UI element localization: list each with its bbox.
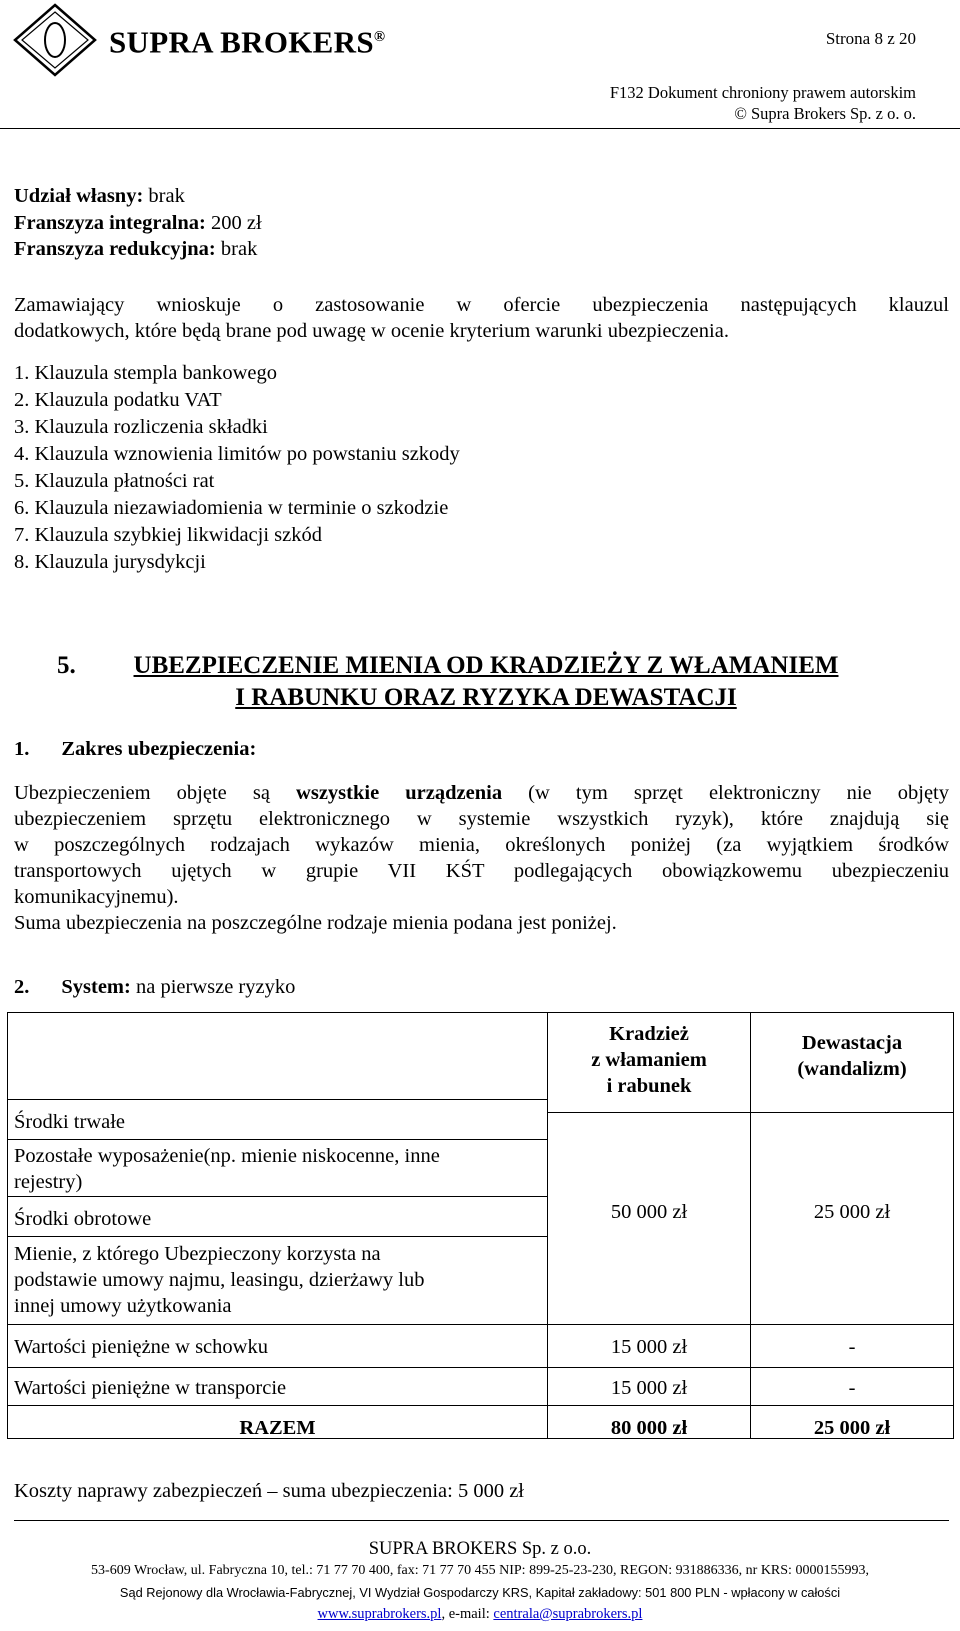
footer-contact: www.suprabrokers.pl, e-mail: centrala@suprabrokers.pl xyxy=(317,1606,643,1622)
table-header-burglary: Kradzież z włamaniem i rabunek xyxy=(591,1023,707,1097)
table-cell-value: 15 000 zł xyxy=(610,1377,688,1399)
table-row-label: Środki trwałe xyxy=(14,1111,126,1133)
footer-company: SUPRA BROKERS Sp. z o.o. xyxy=(368,1539,592,1559)
scope-paragraph: Ubezpieczeniem objęte są wszystkie urządzenia (w tym sprzęt elektroniczny nie objęty ubezpieczeniem sprzętu elektronicznego w systemie wszystkich ryzyk), które znajdują się w poszczególnych rodzajach wykazów mienia, określonych poniżej (za wyjątkiem środków transportowych ujętych w grupie VII KŚT podlegających obowiązkowemu ubezpieczeniu komunikacyjnemu). Suma ubezpieczenia na poszczególne rodzaje mienia podana jest poniżej. xyxy=(14,782,949,934)
page-number: Strona 8 z 20 xyxy=(825,29,916,48)
table-cell-value: 25 000 zł xyxy=(813,1201,891,1223)
table-row-label: Mienie, z którego Ubezpieczony korzysta na podstawie umowy najmu, leasingu, dzierżawy lub innej umowy użytkowania xyxy=(14,1243,425,1317)
footer-divider xyxy=(14,1520,949,1521)
email-link[interactable]: centrala@suprabrokers.pl xyxy=(493,1606,643,1622)
footer-court: Sąd Rejonowy dla Wrocławia-Fabrycznej, VI Wydział Gospodarczy KRS, Kapitał zakładowy: 501 800 PLN - wpłacony w całości xyxy=(119,1585,841,1600)
company-name: SUPRA BROKERS® xyxy=(109,24,386,60)
copyright-notice: F132 Dokument chroniony prawem autorskim © Supra Brokers Sp. z o. o. xyxy=(609,83,916,123)
table-row-label: Pozostałe wyposażenie(np. mienie niskocenne, inne rejestry) xyxy=(14,1145,440,1193)
table-cell-value: 50 000 zł xyxy=(610,1201,688,1223)
company-logo xyxy=(12,2,98,78)
franchise-block: Udział własny: brak Franszyza integralna: 200 zł Franszyza redukcyjna: brak xyxy=(14,185,262,260)
list-item: 3. Klauzula rozliczenia składki xyxy=(14,416,268,438)
system-line: 2. System: na pierwsze ryzyko xyxy=(14,976,296,998)
website-link[interactable]: www.suprabrokers.pl xyxy=(317,1606,442,1622)
clauses-list xyxy=(14,360,460,576)
list-item: 7. Klauzula szybkiej likwidacji szkód xyxy=(14,524,322,546)
table-header-vandalism: Dewastacja (wandalizm) xyxy=(797,1032,907,1080)
footer-address: 53-609 Wrocław, ul. Fabryczna 10, tel.: 71 77 70 400, fax: 71 77 70 455 NIP: 899-25-23-230, REGON: 931886336, nr KRS: 0000155993, xyxy=(91,1563,869,1578)
table-total-value: 80 000 zł xyxy=(610,1417,688,1439)
costs-line: Koszty naprawy zabezpieczeń – suma ubezpieczenia: 5 000 zł xyxy=(14,1480,524,1502)
section-title: UBEZPIECZENIE MIENIA OD KRADZIEŻY Z WŁAMANIEM I RABUNKU ORAZ RYZYKA DEWASTACJI xyxy=(133,652,839,711)
table-cell-value: - xyxy=(848,1336,856,1358)
header-divider xyxy=(0,128,960,129)
section-number: 5. xyxy=(57,652,76,679)
table-total-label: RAZEM xyxy=(239,1417,316,1439)
table-row-label: Środki obrotowe xyxy=(14,1208,152,1230)
table-cell-value: 15 000 zł xyxy=(610,1336,688,1358)
table-total-value: 25 000 zł xyxy=(813,1417,891,1439)
list-item: 4. Klauzula wznowienia limitów po powstaniu szkody xyxy=(14,443,460,465)
list-item: 5. Klauzula płatności rat xyxy=(14,470,215,492)
table-row-label: Wartości pieniężne w transporcie xyxy=(14,1377,287,1399)
table-row-label: Wartości pieniężne w schowku xyxy=(14,1336,268,1358)
list-item: 8. Klauzula jurysdykcji xyxy=(14,551,206,573)
list-item: 1. Klauzula stempla bankowego xyxy=(14,362,278,384)
clauses-intro: Zamawiający wnioskuje o zastosowanie w ofercie ubezpieczenia następujących klauzul dodatkowych, które będą brane pod uwagę w ocenie kryterium warunki ubezpieczenia. xyxy=(14,294,949,342)
scope-heading: 1. Zakres ubezpieczenia: xyxy=(14,738,257,760)
list-item: 2. Klauzula podatku VAT xyxy=(14,389,222,411)
table-cell-value: - xyxy=(848,1377,856,1399)
list-item: 6. Klauzula niezawiadomienia w terminie o szkodzie xyxy=(14,497,449,519)
